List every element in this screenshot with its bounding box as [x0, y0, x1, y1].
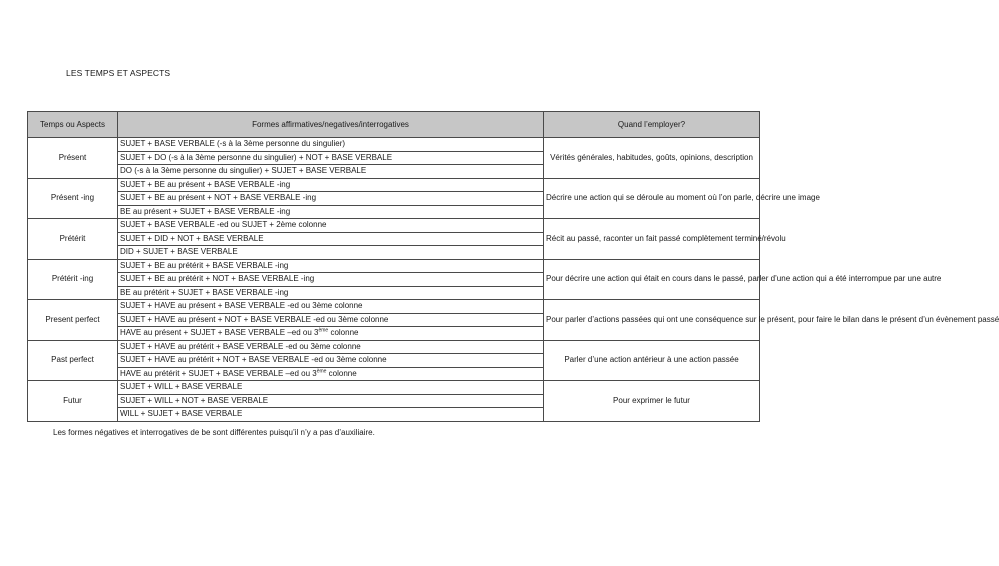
form-affirmative: SUJET + BE au prétérit + BASE VERBALE -ing	[118, 259, 544, 273]
tense-name: Prétérit	[28, 219, 118, 260]
form-interrogative	[118, 327, 544, 341]
form-affirmative: SUJET + BASE VERBALE (-s à la 3ème personne du singulier)	[118, 138, 544, 152]
form-interrogative: DO (-s à la 3ème personne du singulier) + SUJET + BASE VERBALE	[118, 165, 544, 179]
table-row	[28, 340, 760, 354]
form-negative: SUJET + HAVE au présent + NOT + BASE VERBALE -ed ou 3ème colonne	[118, 313, 544, 327]
usage-cell: Parler d’une action antérieur à une action passée	[544, 340, 760, 381]
form-interrogative	[118, 367, 544, 381]
usage-cell: Récit au passé, raconter un fait passé complètement terminé/révolu	[544, 219, 760, 260]
header-forms: Formes affirmatives/negatives/interrogatives	[118, 112, 544, 138]
tense-name: Prétérit -ing	[28, 259, 118, 300]
header-usage: Quand l’employer?	[544, 112, 760, 138]
form-affirmative: SUJET + HAVE au prétérit + BASE VERBALE -ed ou 3ème colonne	[118, 340, 544, 354]
tense-name: Futur	[28, 381, 118, 422]
table-row	[28, 219, 760, 233]
table-row	[28, 300, 760, 314]
form-affirmative: SUJET + BE au présent + BASE VERBALE -ing	[118, 178, 544, 192]
usage-cell: Pour décrire une action qui était en cours dans le passé, parler d’une action qui a été interrompue par une autre	[544, 259, 760, 300]
form-negative: SUJET + DO (-s à la 3ème personne du singulier) + NOT + BASE VERBALE	[118, 151, 544, 165]
ordinal-suffix: ème	[316, 367, 327, 374]
form-affirmative: SUJET + WILL + BASE VERBALE	[118, 381, 544, 395]
form-interrogative: BE au présent + SUJET + BASE VERBALE -ing	[118, 205, 544, 219]
form-interrogative: DID + SUJET + BASE VERBALE	[118, 246, 544, 260]
table-row	[28, 138, 760, 152]
form-interrogative: BE au prétérit + SUJET + BASE VERBALE -ing	[118, 286, 544, 300]
form-negative: SUJET + BE au présent + NOT + BASE VERBALE -ing	[118, 192, 544, 206]
form-negative: SUJET + BE au prétérit + NOT + BASE VERBALE -ing	[118, 273, 544, 287]
tense-name: Présent	[28, 138, 118, 179]
tenses-table	[27, 111, 999, 422]
tense-name: Présent -ing	[28, 178, 118, 219]
form-text: HAVE au présent + SUJET + BASE VERBALE –ed ou 3	[120, 328, 319, 337]
form-affirmative: SUJET + BASE VERBALE -ed ou SUJET + 2ème colonne	[118, 219, 544, 233]
usage-cell: Pour parler d’actions passées qui ont une conséquence sur le présent, pour faire le bilan dans le présent d’un évènement passé	[544, 300, 760, 341]
table-header-row	[28, 112, 760, 138]
form-text-end: colonne	[328, 328, 359, 337]
ordinal-suffix: ème	[318, 327, 329, 334]
footnote: Les formes négatives et interrogatives de be sont différentes puisqu’il n’y a pas d’auxiliaire.	[53, 428, 375, 437]
form-affirmative: SUJET + HAVE au présent + BASE VERBALE -ed ou 3ème colonne	[118, 300, 544, 314]
tense-name: Present perfect	[28, 300, 118, 341]
table-row	[28, 381, 760, 395]
document-title: LES TEMPS ET ASPECTS	[66, 68, 171, 78]
form-negative: SUJET + DID + NOT + BASE VERBALE	[118, 232, 544, 246]
form-negative: SUJET + HAVE au prétérit + NOT + BASE VERBALE -ed ou 3ème colonne	[118, 354, 544, 368]
form-text: HAVE au prétérit + SUJET + BASE VERBALE –ed ou 3	[120, 368, 317, 378]
usage-cell: Décrire une action qui se déroule au moment où l’on parle, décrire une image	[544, 178, 760, 219]
tense-name: Past perfect	[28, 340, 118, 381]
table-row	[28, 259, 760, 273]
form-text-end: colonne	[326, 368, 357, 378]
table-row	[28, 178, 760, 192]
usage-cell: Pour exprimer le futur	[544, 381, 760, 422]
header-tense: Temps ou Aspects	[28, 112, 118, 138]
form-interrogative: WILL + SUJET + BASE VERBALE	[118, 408, 544, 422]
form-negative: SUJET + WILL + NOT + BASE VERBALE	[118, 394, 544, 408]
usage-cell: Vérités générales, habitudes, goûts, opinions, description	[544, 138, 760, 179]
